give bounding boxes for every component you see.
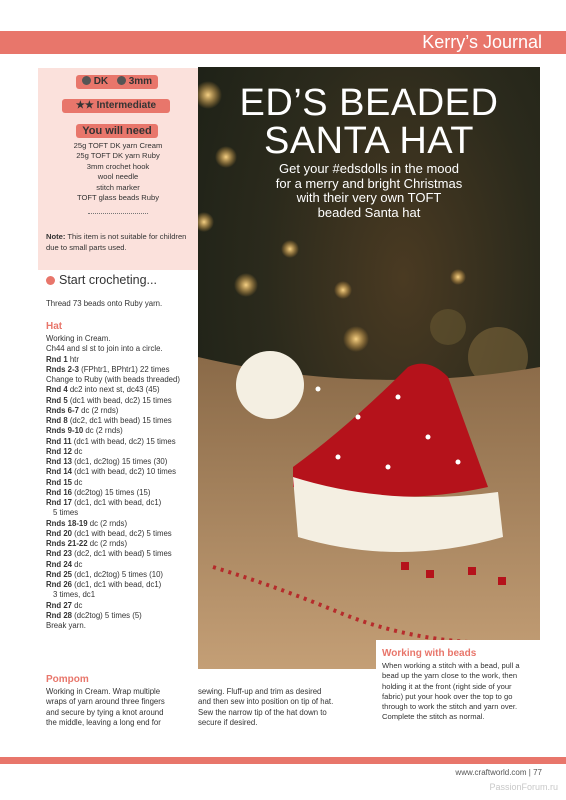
round-label: Rnd 15 <box>46 477 72 487</box>
pattern-line <box>46 560 196 570</box>
list-item: stitch marker <box>96 182 140 192</box>
pattern-line <box>46 437 196 447</box>
footer-bar <box>0 757 566 764</box>
round-label: Rnd 16 <box>46 487 72 497</box>
round-text: (FPhtr1, BPhtr1) 22 times <box>78 364 170 374</box>
pattern-line <box>46 457 196 467</box>
yarn-weight: DK <box>93 76 109 87</box>
round-label: Rnd 24 <box>46 559 72 569</box>
pattern-line: Working in Cream. <box>46 334 111 343</box>
round-text: dc (2 rnds) <box>83 426 123 436</box>
round-label: Rnd 14 <box>46 467 72 477</box>
pattern-line <box>46 539 196 549</box>
watermark: PassionForum.ru <box>489 782 558 792</box>
round-label: Rnd 25 <box>46 569 72 579</box>
pattern-line <box>46 406 196 416</box>
round-label: Rnds 9-10 <box>46 426 84 436</box>
round-label: Rnd 1 <box>46 354 68 364</box>
pattern-line <box>46 375 196 385</box>
start-text: Thread 73 beads onto Ruby yarn. <box>46 299 163 308</box>
round-text: Break yarn. <box>46 621 86 630</box>
pattern-line <box>46 426 196 436</box>
pattern-line <box>46 498 196 508</box>
pattern-line <box>46 488 196 498</box>
level-label: Intermediate <box>96 100 157 111</box>
round-label: Rnds 6-7 <box>46 405 79 415</box>
round-text: (dc1 with bead, dc2) 10 times <box>72 467 177 477</box>
list-item: 25g TOFT DK yarn Cream <box>73 141 163 150</box>
round-text: dc2 into next st, dc43 (45) <box>67 385 160 395</box>
star-icon: ★★ <box>75 100 94 111</box>
page-footer: www.craftworld.com | 77 <box>455 768 542 777</box>
divider <box>88 213 148 214</box>
page-number: 77 <box>533 768 542 777</box>
hook-size: 3mm <box>128 76 153 87</box>
hat-pattern <box>46 334 196 631</box>
hook-icon <box>117 76 126 85</box>
bullet-icon <box>46 276 55 285</box>
pattern-line <box>46 601 196 611</box>
round-text: (dc2, dc1 with bead) 15 times <box>67 416 172 425</box>
hat-heading: Hat <box>46 321 63 332</box>
round-text: (dc1 with bead, dc2) 5 times <box>72 528 172 538</box>
round-label: Rnds 2-3 <box>46 364 79 374</box>
pattern-line <box>46 365 196 375</box>
pattern-line <box>46 467 196 477</box>
journal-title: Kerry’s Journal <box>422 32 542 52</box>
round-text: htr <box>67 354 79 364</box>
article-title: ED’S BEADED SANTA HAT <box>239 82 499 162</box>
pattern-line <box>46 519 196 529</box>
pattern-line <box>46 549 196 559</box>
round-text: (dc1, dc1 with bead, dc1) <box>72 498 162 507</box>
round-text: Change to Ruby (with beads threaded) <box>46 375 180 384</box>
pattern-line <box>46 590 196 600</box>
round-text: 3 times, dc1 <box>53 590 96 600</box>
round-label: Rnd 8 <box>46 416 68 425</box>
round-label: Rnd 12 <box>46 446 72 456</box>
note-text: Note: This item is not suitable for children due to small parts used. <box>46 232 187 252</box>
round-text: dc (2 rnds) <box>87 518 128 528</box>
pattern-line: Ch44 and sl st to join into a circle. <box>46 344 163 354</box>
footer-site: www.craftworld.com <box>455 768 527 777</box>
materials-list <box>38 141 198 203</box>
pattern-line <box>46 385 196 395</box>
start-crocheting-heading: Start crocheting... <box>46 273 157 287</box>
round-text: 5 times <box>53 508 79 518</box>
yarn-info-badge <box>76 75 158 89</box>
round-label: Rnd 4 <box>46 385 68 395</box>
round-label: Rnd 5 <box>46 395 68 405</box>
round-label: Rnds 21-22 <box>46 539 88 548</box>
round-label: Rnd 28 <box>46 610 72 620</box>
round-text: (dc1 with bead, dc2) 15 times <box>67 395 172 405</box>
round-text: dc (2 rnds) <box>87 539 128 548</box>
pattern-line <box>46 529 196 539</box>
round-label: Rnds 18-19 <box>46 518 88 528</box>
list-item: 25g TOFT DK yarn Ruby <box>76 151 160 161</box>
you-will-need-heading: You will need <box>76 124 158 138</box>
working-with-beads-heading: Working with beads <box>382 648 477 659</box>
pompom-text-col1: Working in Cream. Wrap multiple wraps of yarn around three fingers and secure by tying a knot around the middle, leaving a long end for <box>46 687 165 728</box>
round-label: Rnd 13 <box>46 457 72 466</box>
pattern-line <box>46 416 196 426</box>
round-label: Rnd 27 <box>46 600 72 610</box>
pompom-heading: Pompom <box>46 674 89 685</box>
round-text: (dc2tog) 5 times (5) <box>72 610 142 620</box>
pattern-line <box>46 355 196 365</box>
round-text: (dc2tog) 15 times (15) <box>72 487 151 497</box>
pattern-line <box>46 508 196 518</box>
pattern-line <box>46 580 196 590</box>
pattern-line <box>46 478 196 488</box>
round-label: Rnd 23 <box>46 549 72 559</box>
working-with-beads-text: When working a stitch with a bead, pull a bead up the yarn close to the work, then holding it at the front (right side of your fabric) put your hook over the top to go through to work the stitch and yarn over. Complete the stitch as normal. <box>382 661 520 722</box>
yarn-ball-icon <box>82 76 91 85</box>
round-text: (dc1, dc2tog) 5 times (10) <box>72 569 164 579</box>
article-subtitle: Get your #edsdolls in the mood for a merry and bright Christmas with their very own TOFT beaded Santa hat <box>275 161 463 220</box>
round-text: dc <box>72 559 83 569</box>
list-item: 3mm crochet hook <box>86 161 150 171</box>
round-text: dc <box>72 446 83 456</box>
list-item: TOFT glass beads Ruby <box>76 193 160 203</box>
level-badge <box>62 99 170 113</box>
list-item: wool needle <box>97 172 139 182</box>
round-label: Rnd 20 <box>46 528 72 538</box>
round-label: Rnd 11 <box>46 436 72 446</box>
pattern-line <box>46 621 196 631</box>
round-text: (dc1, dc2tog) 15 times (30) <box>72 457 168 466</box>
pattern-line <box>46 570 196 580</box>
round-text: dc (2 rnds) <box>78 405 119 415</box>
round-text: dc <box>72 477 83 487</box>
round-text: (dc2, dc1 with bead) 5 times <box>72 549 172 559</box>
round-text: (dc1 with bead, dc2) 15 times <box>71 436 176 446</box>
pattern-line <box>46 396 196 406</box>
pattern-line <box>46 611 196 621</box>
pattern-line <box>46 447 196 457</box>
round-text: dc <box>72 600 83 610</box>
pompom-text-col2: sewing. Fluff-up and trim as desired and then sew into position on tip of hat. Sew the narrow tip of the hat down to secure if desired. <box>198 687 334 728</box>
round-text: (dc1, dc1 with bead, dc1) <box>72 580 162 589</box>
round-label: Rnd 17 <box>46 498 72 507</box>
round-label: Rnd 26 <box>46 580 72 589</box>
